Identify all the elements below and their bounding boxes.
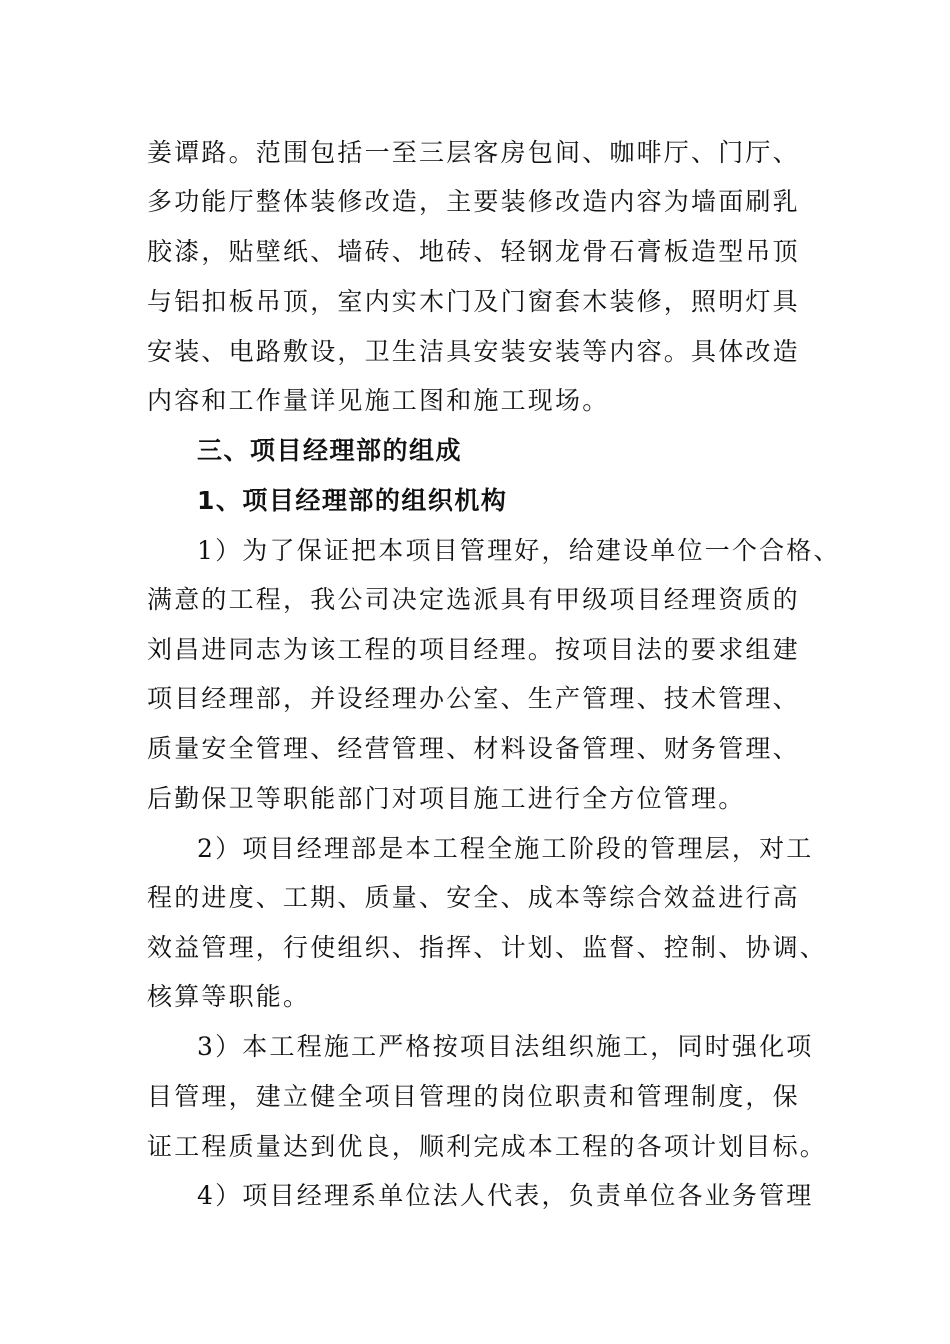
paragraph-line: 效益管理，行使组织、指挥、计划、监督、控制、协调、 [147, 933, 828, 962]
paragraph-line: 4）项目经理系单位法人代表，负责单位各业务管理 [197, 1181, 814, 1210]
paragraph-line: 2）项目经理部是本工程全施工阶段的管理层，对工 [197, 834, 814, 863]
paragraph-line: 安装、电路敷设，卫生洁具安装安装等内容。具体改造 [147, 337, 800, 366]
paragraph-line: 多功能厅整体装修改造，主要装修改造内容为墙面刷乳 [147, 187, 800, 216]
subsection-heading: 1、项目经理部的组织机构 [197, 486, 508, 515]
paragraph-line: 满意的工程，我公司决定选派具有甲级项目经理资质的 [147, 585, 800, 614]
paragraph-line: 证工程质量达到优良，顺利完成本工程的各项计划目标。 [147, 1132, 828, 1161]
paragraph-line: 姜谭路。范围包括一至三层客房包间、咖啡厅、门厅、 [147, 138, 800, 167]
paragraph-line: 1）为了保证把本项目管理好，给建设单位一个合格、 [197, 536, 841, 565]
paragraph-line: 胶漆，贴壁纸、墙砖、地砖、轻钢龙骨石膏板造型吊顶 [147, 237, 800, 266]
paragraph-line: 刘昌进同志为该工程的项目经理。按项目法的要求组建 [147, 635, 800, 664]
paragraph-line: 后勤保卫等职能部门对项目施工进行全方位管理。 [147, 784, 746, 813]
paragraph-line: 项目经理部，并设经理办公室、生产管理、技术管理、 [147, 684, 800, 713]
paragraph-line: 内容和工作量详见施工图和施工现场。 [147, 386, 610, 415]
paragraph-line: 程的进度、工期、质量、安全、成本等综合效益进行高 [147, 883, 800, 912]
paragraph-line: 核算等职能。 [147, 982, 311, 1011]
paragraph-line: 目管理，建立健全项目管理的岗位职责和管理制度，保 [147, 1082, 800, 1111]
paragraph-line: 与铝扣板吊顶，室内实木门及门窗套木装修，照明灯具 [147, 287, 800, 316]
paragraph-line: 质量安全管理、经营管理、材料设备管理、财务管理、 [147, 734, 800, 763]
section-heading: 三、项目经理部的组成 [197, 436, 463, 465]
paragraph-line: 3）本工程施工严格按项目法组织施工，同时强化项 [197, 1032, 814, 1061]
